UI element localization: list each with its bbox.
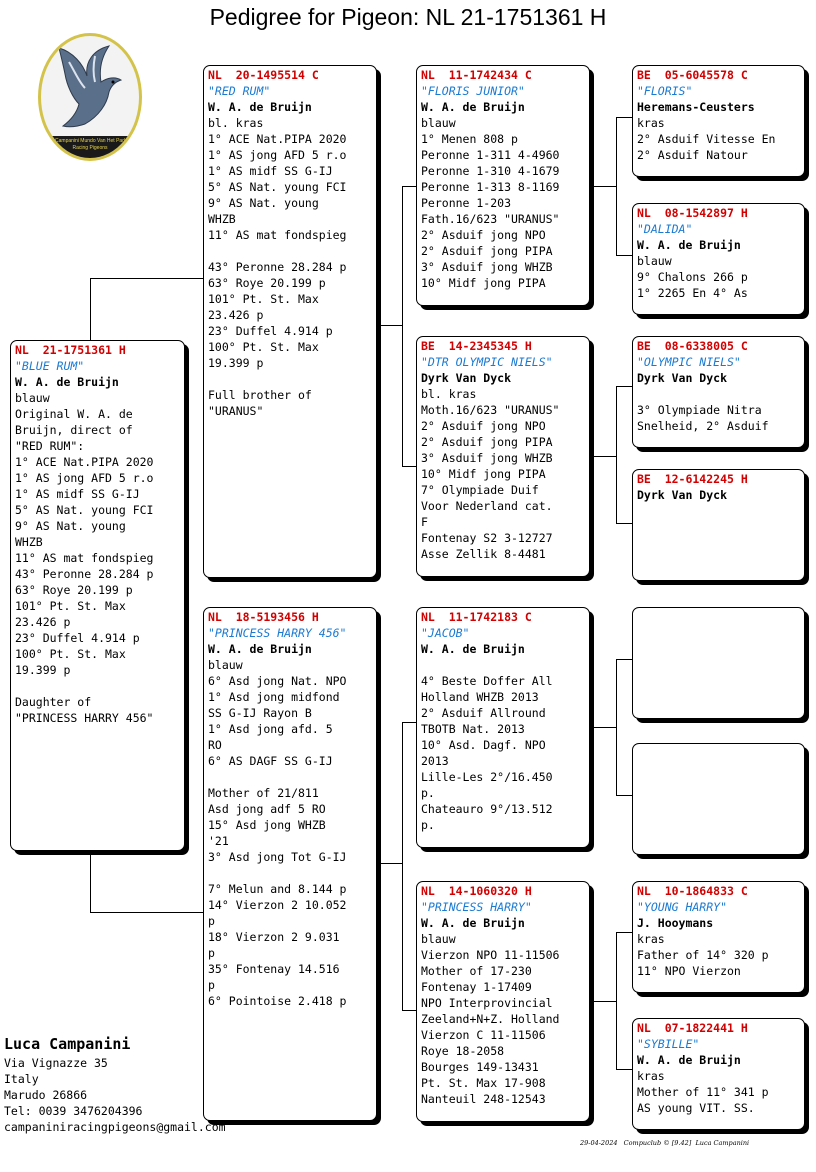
pigeon-detail-line: 63° Roye 20.199 p <box>208 276 326 290</box>
pigeon-name: "PRINCESS HARRY" <box>421 900 532 914</box>
pigeon-detail-line <box>208 371 372 387</box>
ring-number: NL 14-1060320 H <box>421 884 532 898</box>
pigeon-detail-line: Fontenay S2 3-12727 <box>421 531 553 545</box>
pigeon-detail-line: 3° Asduif jong WHZB <box>421 260 553 274</box>
pigeon-detail-line: Vierzon C 11-11506 <box>421 1028 546 1042</box>
pigeon-detail-line: 9° Chalons 266 p <box>637 270 748 284</box>
pigeon-detail-line: 1° ACE Nat.PIPA 2020 <box>15 455 154 469</box>
pigeon-detail-line: SS G-IJ Rayon B <box>208 706 312 720</box>
pigeon-detail-line: 19.399 p <box>15 663 71 677</box>
pigeon-detail-line: Peronne 1-203 <box>421 196 512 210</box>
pigeon-detail-line: 6° AS DAGF SS G-IJ <box>208 754 333 768</box>
pigeon-detail-line: blauw <box>421 116 456 130</box>
ring-number: NL 10-1864833 C <box>637 884 748 898</box>
pigeon-name: "SYBILLE" <box>637 1037 700 1051</box>
pigeon-detail-line <box>208 865 372 881</box>
ring-number: NL 20-1495514 C <box>208 68 319 82</box>
pigeon-detail-line: 10° Asd. Dagf. NPO <box>421 738 546 752</box>
pigeon-icon <box>49 42 131 134</box>
connector-line <box>90 852 91 912</box>
pigeon-detail-line: WHZB <box>208 212 236 226</box>
pigeon-detail-line: blauw <box>637 254 672 268</box>
pigeon-detail-line: 3° Asd jong Tot G-IJ <box>208 850 347 864</box>
pigeon-card-ggp-4[interactable] <box>632 469 805 581</box>
pigeon-detail-line <box>421 657 585 673</box>
pigeon-detail-line: Asse Zellik 8-4481 <box>421 547 546 561</box>
footer-credit: 29-04-2024 Compuclub © [9.42] Luca Campanini <box>580 1139 750 1147</box>
pigeon-card-ggp-8[interactable] <box>632 1018 805 1130</box>
pigeon-detail-line: 11° AS mat fondspieg <box>208 228 347 242</box>
connector-line <box>90 912 205 913</box>
pigeon-detail-line: 2° Asduif jong NPO <box>421 228 546 242</box>
pigeon-detail-line: 100° Pt. St. Max <box>208 340 319 354</box>
pigeon-detail-line: 23.426 p <box>15 615 71 629</box>
pigeon-detail-line: Vierzon NPO 11-11506 <box>421 948 560 962</box>
pigeon-detail-line: bl. kras <box>208 116 264 130</box>
pigeon-name: "FLORIS JUNIOR" <box>421 84 525 98</box>
pigeon-name: "FLORIS" <box>637 84 693 98</box>
connector-line <box>616 932 617 1069</box>
pigeon-detail-line: p <box>208 978 215 992</box>
pigeon-detail-line: 18° Vierzon 2 9.031 <box>208 930 340 944</box>
pigeon-detail-line: 1° ACE Nat.PIPA 2020 <box>208 132 347 146</box>
breeder-name: W. A. de Bruijn <box>15 375 119 389</box>
pigeon-detail-line: RO <box>208 738 222 752</box>
pigeon-detail-line: kras <box>637 116 665 130</box>
ring-number: BE 12-6142245 H <box>637 472 748 486</box>
pigeon-detail-line: Mother of 11° 341 p <box>637 1085 769 1099</box>
ring-number: NL 11-1742183 C <box>421 610 532 624</box>
pigeon-detail-line: Nanteuil 248-12543 <box>421 1092 546 1106</box>
pigeon-detail-line: 1° AS jong AFD 5 r.o <box>208 148 347 162</box>
pigeon-detail-line: 2° Asduif Vitesse En <box>637 132 776 146</box>
pigeon-detail-line: TBOTB Nat. 2013 <box>421 722 525 736</box>
breeder-name: J. Hooymans <box>637 916 714 930</box>
connector-line <box>402 186 403 466</box>
pigeon-detail-line: Peronne 1-311 4-4960 <box>421 148 560 162</box>
pigeon-detail-line: 2° Asduif jong NPO <box>421 419 546 433</box>
breeder-name: W. A. de Bruijn <box>637 238 741 252</box>
connector-line <box>402 722 403 1010</box>
pigeon-detail-line: Fath.16/623 "URANUS" <box>421 212 560 226</box>
breeder-name: W. A. de Bruijn <box>421 916 525 930</box>
pigeon-detail-line: Holland WHZB 2013 <box>421 690 539 704</box>
pigeon-card-ggp-3[interactable] <box>632 336 805 448</box>
breeder-name: W. A. de Bruijn <box>421 100 525 114</box>
connector-line <box>377 325 402 326</box>
pigeon-card-sire[interactable] <box>203 65 377 578</box>
pigeon-detail-line: 6° Pointoise 2.418 p <box>208 994 347 1008</box>
pigeon-card-dam-sire[interactable] <box>416 607 590 848</box>
owner-phone: Tel: 0039 3476204396 <box>4 1104 143 1118</box>
ring-number: NL 08-1542897 H <box>637 206 748 220</box>
pigeon-detail-line: 101° Pt. St. Max <box>208 292 319 306</box>
pigeon-detail-line: kras <box>637 1069 665 1083</box>
pigeon-card-ggp-6[interactable] <box>632 743 805 855</box>
pigeon-detail-line: Original W. A. de <box>15 407 133 421</box>
pigeon-name: "PRINCESS HARRY 456" <box>208 626 347 640</box>
pigeon-detail-line: p. <box>421 786 435 800</box>
owner-country: Italy <box>4 1072 39 1086</box>
pigeon-detail-line: 1° AS jong AFD 5 r.o <box>15 471 154 485</box>
pigeon-detail-line <box>208 243 372 259</box>
pigeon-detail-line: blauw <box>15 391 50 405</box>
pigeon-card-subject[interactable] <box>10 340 185 851</box>
page-title: Pedigree for Pigeon: NL 21-1751361 H <box>209 4 607 30</box>
breeder-name: Dyrk Van Dyck <box>637 371 728 385</box>
connector-line <box>90 278 91 342</box>
ring-number: BE 14-2345345 H <box>421 339 532 353</box>
pigeon-card-ggp-5[interactable] <box>632 607 805 719</box>
pigeon-detail-line: Father of 14° 320 p <box>637 948 769 962</box>
pigeon-detail-line: Peronne 1-310 4-1679 <box>421 164 560 178</box>
pigeon-detail-line: 2013 <box>421 754 449 768</box>
pigeon-name: "JACOB" <box>421 626 470 640</box>
pigeon-detail-line: 11° NPO Vierzon <box>637 964 741 978</box>
pigeon-name: "OLYMPIC NIELS" <box>637 355 741 369</box>
pigeon-detail-line: 1° Menen 808 p <box>421 132 518 146</box>
pigeon-detail-line: p <box>208 946 215 960</box>
connector-line <box>616 117 617 255</box>
pigeon-detail-line: F <box>421 515 428 529</box>
owner-address: Via Vignazze 35 <box>4 1056 108 1070</box>
breeder-name: Dyrk Van Dyck <box>421 371 512 385</box>
pigeon-card-ggp-2[interactable] <box>632 203 805 315</box>
pigeon-detail-line: bl. kras <box>421 387 477 401</box>
connector-line <box>616 523 633 524</box>
ring-number: NL 18-5193456 H <box>208 610 319 624</box>
pigeon-detail-line: Lille-Les 2°/16.450 <box>421 770 553 784</box>
pigeon-detail-line: Daughter of <box>15 695 92 709</box>
pigeon-detail-line: 1° AS midf SS G-IJ <box>15 487 140 501</box>
pigeon-detail-line: Bourges 149-13431 <box>421 1060 539 1074</box>
pigeon-detail-line: 5° AS Nat. young FCI <box>208 180 347 194</box>
pigeon-card-dam-dam[interactable] <box>416 881 590 1122</box>
pigeon-detail-line: '21 <box>208 834 229 848</box>
connector-line <box>90 278 205 279</box>
pigeon-detail-line: Bruijn, direct of <box>15 423 133 437</box>
pigeon-detail-line: 23° Duffel 4.914 p <box>15 631 140 645</box>
connector-line <box>616 386 617 523</box>
pigeon-detail-line: WHZB <box>15 535 43 549</box>
pigeon-detail-line <box>15 678 180 694</box>
ring-number: BE 08-6338005 C <box>637 339 748 353</box>
pigeon-detail-line: "PRINCESS HARRY 456" <box>15 711 154 725</box>
connector-line <box>616 932 633 933</box>
pigeon-detail-line: 7° Olympiade Duif <box>421 483 539 497</box>
connector-line <box>590 1001 616 1002</box>
pigeon-detail-line <box>637 386 800 402</box>
pigeon-detail-line: 6° Asd jong Nat. NPO <box>208 674 347 688</box>
logo-text-2: Racing Pigeons <box>72 145 108 151</box>
connector-line <box>616 255 633 256</box>
pigeon-detail-line: Zeeland+N+Z. Holland <box>421 1012 560 1026</box>
pigeon-name: "YOUNG HARRY" <box>637 900 728 914</box>
logo-banner <box>43 136 137 158</box>
pigeon-card-sire-dam[interactable] <box>416 336 590 577</box>
pigeon-name: "DTR OLYMPIC NIELS" <box>421 355 553 369</box>
pigeon-detail-line: Mother of 17-230 <box>421 964 532 978</box>
pigeon-detail-line: 10° Midf jong PIPA <box>421 467 546 481</box>
pigeon-detail-line: Roye 18-2058 <box>421 1044 505 1058</box>
pigeon-detail-line: 1° Asd jong afd. 5 <box>208 722 333 736</box>
connector-line <box>616 795 633 796</box>
connector-line <box>590 456 616 457</box>
breeder-name: Heremans-Ceusters <box>637 100 755 114</box>
pigeon-name: "BLUE RUM" <box>15 359 85 373</box>
pigeon-detail-line: Snelheid, 2° Asduif <box>637 419 769 433</box>
ring-number: NL 21-1751361 H <box>15 343 126 357</box>
pigeon-name: "RED RUM" <box>208 84 271 98</box>
pigeon-detail-line: 3° Asduif jong WHZB <box>421 451 553 465</box>
pigeon-detail-line: 19.399 p <box>208 356 264 370</box>
pigeon-card-ggp-7[interactable] <box>632 881 805 993</box>
pigeon-detail-line: Peronne 1-313 8-1169 <box>421 180 560 194</box>
pigeon-detail-line: 5° AS Nat. young FCI <box>15 503 154 517</box>
pigeon-card-ggp-1[interactable] <box>632 65 805 177</box>
pigeon-detail-line: blauw <box>208 658 243 672</box>
pigeon-detail-line: 9° AS Nat. young <box>208 196 319 210</box>
connector-line <box>616 659 633 660</box>
pigeon-detail-line: Chateauro 9°/13.512 <box>421 802 553 816</box>
connector-line <box>590 186 616 187</box>
pigeon-detail-line: Mother of 21/811 <box>208 786 319 800</box>
pigeon-detail-line: AS young VIT. SS. <box>637 1101 755 1115</box>
pigeon-detail-line: Fontenay 1-17409 <box>421 980 532 994</box>
pigeon-detail-line: NPO Interprovincial <box>421 996 553 1010</box>
pigeon-detail-line: Full brother of <box>208 388 312 402</box>
pigeon-detail-line: 7° Melun and 8.144 p <box>208 882 347 896</box>
pigeon-detail-line: 23° Duffel 4.914 p <box>208 324 333 338</box>
pigeon-detail-line: 2° Asduif jong PIPA <box>421 435 553 449</box>
logo-text-1: Campanini Mundo Van Het Pad <box>55 138 125 144</box>
owner-email[interactable]: campaniniracingpigeons@gmail.com <box>4 1120 226 1134</box>
connector-line <box>616 386 633 387</box>
ring-number: NL 11-1742434 C <box>421 68 532 82</box>
connector-line <box>616 1069 633 1070</box>
pigeon-detail-line: 9° AS Nat. young <box>15 519 126 533</box>
pigeon-detail-line: 3° Olympiade Nitra <box>637 403 762 417</box>
connector-line <box>377 863 402 864</box>
pigeon-detail-line: 100° Pt. St. Max <box>15 647 126 661</box>
breeder-name: W. A. de Bruijn <box>208 100 312 114</box>
pigeon-detail-line: 15° Asd jong WHZB <box>208 818 326 832</box>
connector-line <box>616 117 633 118</box>
pigeon-detail-line: 43° Peronne 28.284 p <box>208 260 347 274</box>
pigeon-detail-line: Moth.16/623 "URANUS" <box>421 403 560 417</box>
pigeon-detail-line: 1° 2265 En 4° As <box>637 286 748 300</box>
pigeon-detail-line: 1° Asd jong midfond <box>208 690 340 704</box>
pigeon-detail-line: p <box>208 914 215 928</box>
owner-city: Marudo 26866 <box>4 1088 88 1102</box>
pigeon-detail-line: "RED RUM": <box>15 439 85 453</box>
pigeon-detail-line: 4° Beste Doffer All <box>421 674 553 688</box>
owner-info <box>4 1033 226 1135</box>
ring-number: BE 05-6045578 C <box>637 68 748 82</box>
pigeon-card-dam[interactable] <box>203 607 377 1121</box>
pigeon-detail-line: p. <box>421 818 435 832</box>
pigeon-detail-line: Pt. St. Max 17-908 <box>421 1076 546 1090</box>
pigeon-detail-line: 101° Pt. St. Max <box>15 599 126 613</box>
breeder-name: W. A. de Bruijn <box>421 642 525 656</box>
pigeon-detail-line: 10° Midf jong PIPA <box>421 276 546 290</box>
pigeon-detail-line: 11° AS mat fondspieg <box>15 551 154 565</box>
pigeon-detail-line: 35° Fontenay 14.516 <box>208 962 340 976</box>
pigeon-detail-line: 14° Vierzon 2 10.052 <box>208 898 347 912</box>
pigeon-detail-line: 2° Asduif Allround <box>421 706 546 720</box>
pigeon-name: "DALIDA" <box>637 222 693 236</box>
owner-name: Luca Campanini <box>4 1035 131 1053</box>
pigeon-detail-line <box>208 769 372 785</box>
pigeon-card-sire-sire[interactable] <box>416 65 590 306</box>
pigeon-detail-line: Asd jong adf 5 RO <box>208 802 326 816</box>
pigeon-detail-line: 2° Asduif jong PIPA <box>421 244 553 258</box>
breeder-name: Dyrk Van Dyck <box>637 488 728 502</box>
pigeon-detail-line: kras <box>637 932 665 946</box>
pigeon-detail-line: blauw <box>421 932 456 946</box>
pigeon-detail-line: 2° Asduif Natour <box>637 148 748 162</box>
breeder-name: W. A. de Bruijn <box>637 1053 741 1067</box>
pigeon-detail-line: 1° AS midf SS G-IJ <box>208 164 333 178</box>
pigeon-detail-line: Voor Nederland cat. <box>421 499 553 513</box>
club-logo <box>38 33 142 161</box>
connector-line <box>616 659 617 795</box>
breeder-name: W. A. de Bruijn <box>208 642 312 656</box>
pigeon-detail-line: 23.426 p <box>208 308 264 322</box>
pigeon-detail-line: "URANUS" <box>208 404 264 418</box>
connector-line <box>590 727 616 728</box>
pigeon-detail-line: 63° Roye 20.199 p <box>15 583 133 597</box>
ring-number: NL 07-1822441 H <box>637 1021 748 1035</box>
pigeon-detail-line: 43° Peronne 28.284 p <box>15 567 154 581</box>
